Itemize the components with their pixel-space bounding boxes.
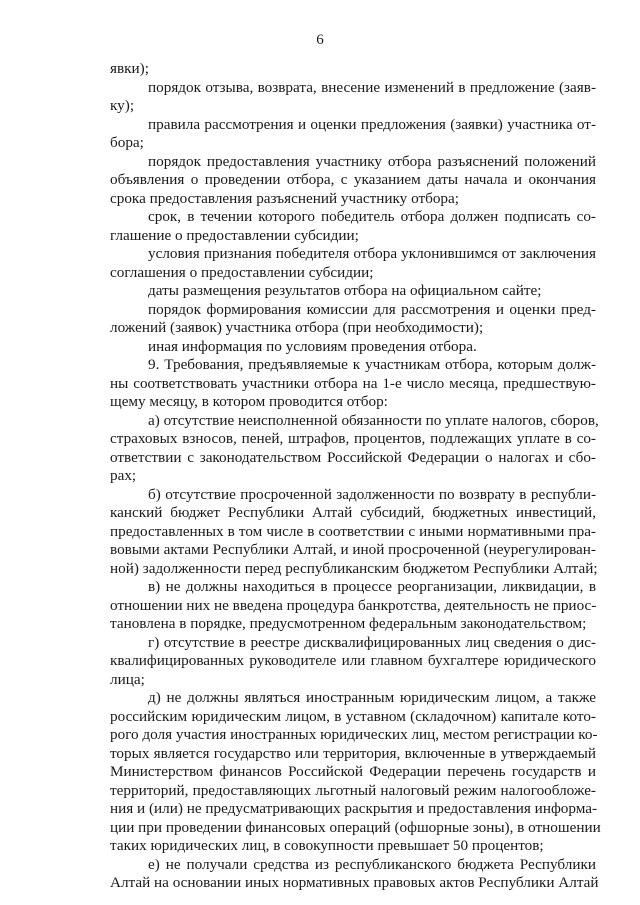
text-line: территорий, предоставляющих льготный налоговый режим налогообложе-	[110, 781, 596, 799]
text-line: срока предоставления разъяснений участнику отбора;	[110, 189, 459, 207]
text-line: ной) задолженности перед республиканским бюджетом Республики Алтай;	[110, 559, 598, 577]
text-line: тановлена в порядке, предусмотренном федеральным законодательством;	[110, 615, 587, 632]
text-line: глашение о предоставлении субсидии;	[110, 226, 359, 244]
text-line: порядок формирования комиссии для рассмотрения и оценки пред-	[148, 300, 596, 318]
text-line: рого доля участия иностранных юридических лиц, местом регистрации ко-	[110, 726, 598, 743]
text-line: объявления о проведении отбора, с указанием даты начала и окончания	[110, 171, 596, 188]
text-line: Министерством финансов Российской Федерации перечень государств и	[110, 763, 596, 780]
text-line: порядок отзыва, возврата, внесение изменений в предложение (заяв-	[148, 78, 596, 96]
text-line: ны соответствовать участники отбора на 1-е число месяца, предшествую-	[110, 374, 596, 392]
text-line: щему месяцу, в котором проводится отбор:	[110, 393, 388, 410]
text-line: ложений (заявок) участника отбора (при необходимости);	[110, 319, 484, 336]
text-line: ния и (или) не предусматривающих раскрытия и предоставления информа-	[110, 800, 598, 817]
text-line: иная информация по условиям проведения отбора.	[148, 337, 477, 355]
text-line: ответствии с законодательством Российской Федерации о налогах и сбо-	[110, 448, 596, 466]
text-line: вовыми актами Республики Алтай, и иной просроченной (неурегулирован-	[110, 541, 596, 558]
text-line: а) отсутствие неисполненной обязанности по уплате налогов, сборов,	[148, 411, 599, 429]
text-line: страховых взносов, пеней, штрафов, процентов, подлежащих уплате в со-	[110, 430, 596, 447]
text-line: ции при проведении финансовых операций (офшорные зоны), в отношении	[110, 818, 601, 836]
text-line: соглашения о предоставлении субсидии;	[110, 263, 374, 281]
text-line: Алтай на основании иных нормативных правовых актов Республики Алтай	[110, 874, 599, 891]
text-line: предоставленных в том числе в соответствии с иными нормативными пра-	[110, 522, 596, 540]
text-line: торых является государство или территория, включенные в утверждаемый	[110, 744, 596, 762]
text-line: отношении них не введена процедура банкротства, деятельность не приос-	[110, 596, 597, 614]
text-line: лица;	[110, 670, 145, 688]
text-line: ку);	[110, 97, 135, 114]
text-line: даты размещения результатов отбора на официальном сайте;	[148, 282, 542, 299]
text-line: явки);	[110, 60, 149, 77]
text-line: срок, в течении которого победитель отбора должен подписать со-	[148, 208, 596, 225]
text-line: порядок предоставления участнику отбора разъяснений положений	[148, 152, 596, 170]
text-line: квалифицированных руководителе или главном бухгалтере юридического	[110, 652, 596, 669]
text-line: д) не должны являться иностранным юридическим лицом, а также	[148, 689, 596, 706]
page-number: 6	[316, 32, 324, 48]
text-line: б) отсутствие просроченной задолженности по возврату в республи-	[148, 485, 596, 503]
text-line: условия признания победителя отбора уклонившимся от заключения	[148, 245, 596, 262]
text-line: таких юридических лиц, в совокупности превышает 50 процентов;	[110, 837, 544, 854]
text-line: 9. Требования, предъявляемые к участникам отбора, которым долж-	[148, 356, 596, 373]
text-line: бора;	[110, 134, 144, 151]
text-line: г) отсутствие в реестре дисквалифицированных лиц сведения о дис-	[148, 633, 596, 651]
text-line: правила рассмотрения и оценки предложения (заявки) участника от-	[148, 115, 596, 133]
text-line: российским юридическим лицом, в уставном (складочном) капитале кото-	[110, 707, 596, 725]
text-line: рах;	[110, 467, 137, 484]
text-line: е) не получали средства из республиканского бюджета Республики	[148, 855, 596, 873]
text-line: в) не должны находиться в процессе реорганизации, ликвидации, в	[148, 578, 596, 595]
text-line: канский бюджет Республики Алтай субсидий, бюджетных инвестиций,	[110, 504, 596, 521]
document-body	[110, 60, 601, 893]
